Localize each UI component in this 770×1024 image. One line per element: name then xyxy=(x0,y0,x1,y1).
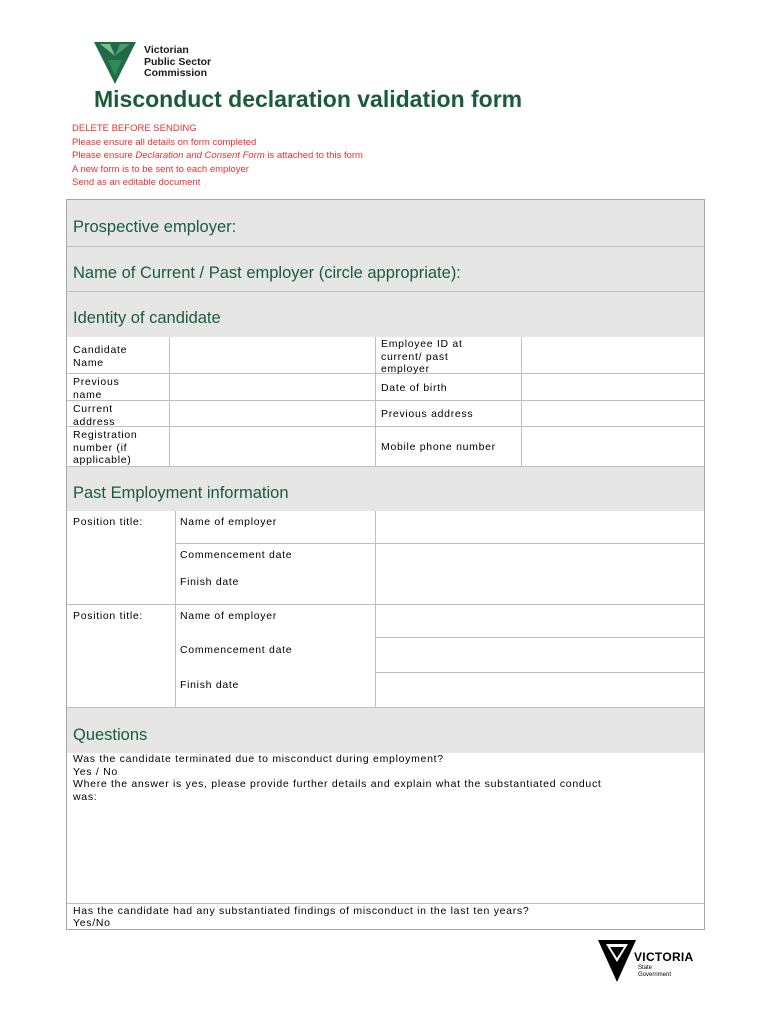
label-registration-number: Registration number (if applicable) xyxy=(73,429,138,466)
label-candidate-name: Candidate Name xyxy=(73,344,128,369)
mobile-phone-field[interactable] xyxy=(522,427,704,466)
label-current-address: Current address xyxy=(73,403,116,428)
victoria-logo-mark xyxy=(598,940,638,982)
label-previous-name: Previous name xyxy=(73,376,120,401)
label-previous-address: Previous address xyxy=(381,408,474,420)
note-delete: DELETE BEFORE SENDING xyxy=(72,123,197,134)
commencement-date-field-2[interactable] xyxy=(376,638,704,672)
label-position-title-2: Position title: xyxy=(73,610,144,622)
section-label: Prospective employer: xyxy=(73,218,237,236)
section-current-past-employer[interactable] xyxy=(67,246,704,291)
section-label: Past Employment information xyxy=(73,484,289,502)
victoria-word: VICTORIA xyxy=(634,950,694,964)
validation-form xyxy=(66,199,705,930)
victoria-government-logo xyxy=(598,940,694,982)
section-label: Name of Current / Past employer (circle appropriate): xyxy=(73,264,461,282)
label-commencement-date-2: Commencement date xyxy=(180,644,293,656)
commencement-finish-field-1[interactable] xyxy=(376,544,704,604)
candidate-name-field[interactable] xyxy=(170,337,375,373)
finish-date-field-2[interactable] xyxy=(376,673,704,707)
label-name-of-employer-2: Name of employer xyxy=(180,610,277,622)
note-new-form: A new form is to be sent to each employer xyxy=(72,163,249,175)
vpsc-logo-text xyxy=(144,45,211,80)
section-identity xyxy=(67,291,704,337)
previous-address-field[interactable] xyxy=(522,401,704,426)
employee-id-field[interactable] xyxy=(522,337,704,373)
label-name-of-employer-1: Name of employer xyxy=(180,516,277,528)
question-2-text: Has the candidate had any substantiated findings of misconduct in the last ten years? xyxy=(73,905,530,917)
label-finish-date-2: Finish date xyxy=(180,679,240,691)
section-past-employment xyxy=(67,466,704,511)
question-1-text: Was the candidate terminated due to misconduct during employment? xyxy=(73,753,444,765)
vpsc-logo-mark xyxy=(94,42,136,84)
logo-line: Victorian xyxy=(144,44,189,56)
position-title-field-2[interactable] xyxy=(67,624,175,707)
label-date-of-birth: Date of birth xyxy=(381,382,448,394)
question-1-followup: Where the answer is yes, please provide further details and explain what the substantiated conduct was: xyxy=(73,778,602,803)
sending-notes xyxy=(72,122,363,190)
label-mobile-phone: Mobile phone number xyxy=(381,441,496,453)
section-label: Identity of candidate xyxy=(73,309,221,327)
label-position-title-1: Position title: xyxy=(73,516,144,528)
victoria-sub: State Government xyxy=(638,965,672,978)
note-declaration: Please ensure Declaration and Consent Form is attached to this form xyxy=(72,150,363,161)
logo-line: Commission xyxy=(144,67,208,79)
section-label: Questions xyxy=(73,726,148,744)
label-employee-id: Employee ID at current/ past employer xyxy=(381,338,463,375)
note-editable: Send as an editable document xyxy=(72,177,201,188)
name-of-employer-field-1[interactable] xyxy=(376,511,704,543)
note-details: Please ensure all details on form completed xyxy=(72,136,257,148)
position-title-field-1[interactable] xyxy=(67,530,175,604)
question-2-options[interactable]: Yes/No xyxy=(73,917,111,929)
page-title: Misconduct declaration validation form xyxy=(94,86,523,112)
previous-name-field[interactable] xyxy=(170,374,375,400)
question-1-options[interactable]: Yes / No xyxy=(73,766,118,778)
label-finish-date-1: Finish date xyxy=(180,576,240,588)
registration-number-field[interactable] xyxy=(170,427,375,466)
section-prospective-employer[interactable] xyxy=(67,200,704,246)
section-questions xyxy=(67,707,704,753)
label-commencement-date-1: Commencement date xyxy=(180,549,293,561)
question-1-answer-field[interactable] xyxy=(67,804,704,902)
current-address-field[interactable] xyxy=(170,401,375,426)
date-of-birth-field[interactable] xyxy=(522,374,704,400)
name-of-employer-field-2[interactable] xyxy=(376,605,704,637)
vpsc-logo xyxy=(94,42,234,84)
logo-line: Public Sector xyxy=(144,55,212,68)
